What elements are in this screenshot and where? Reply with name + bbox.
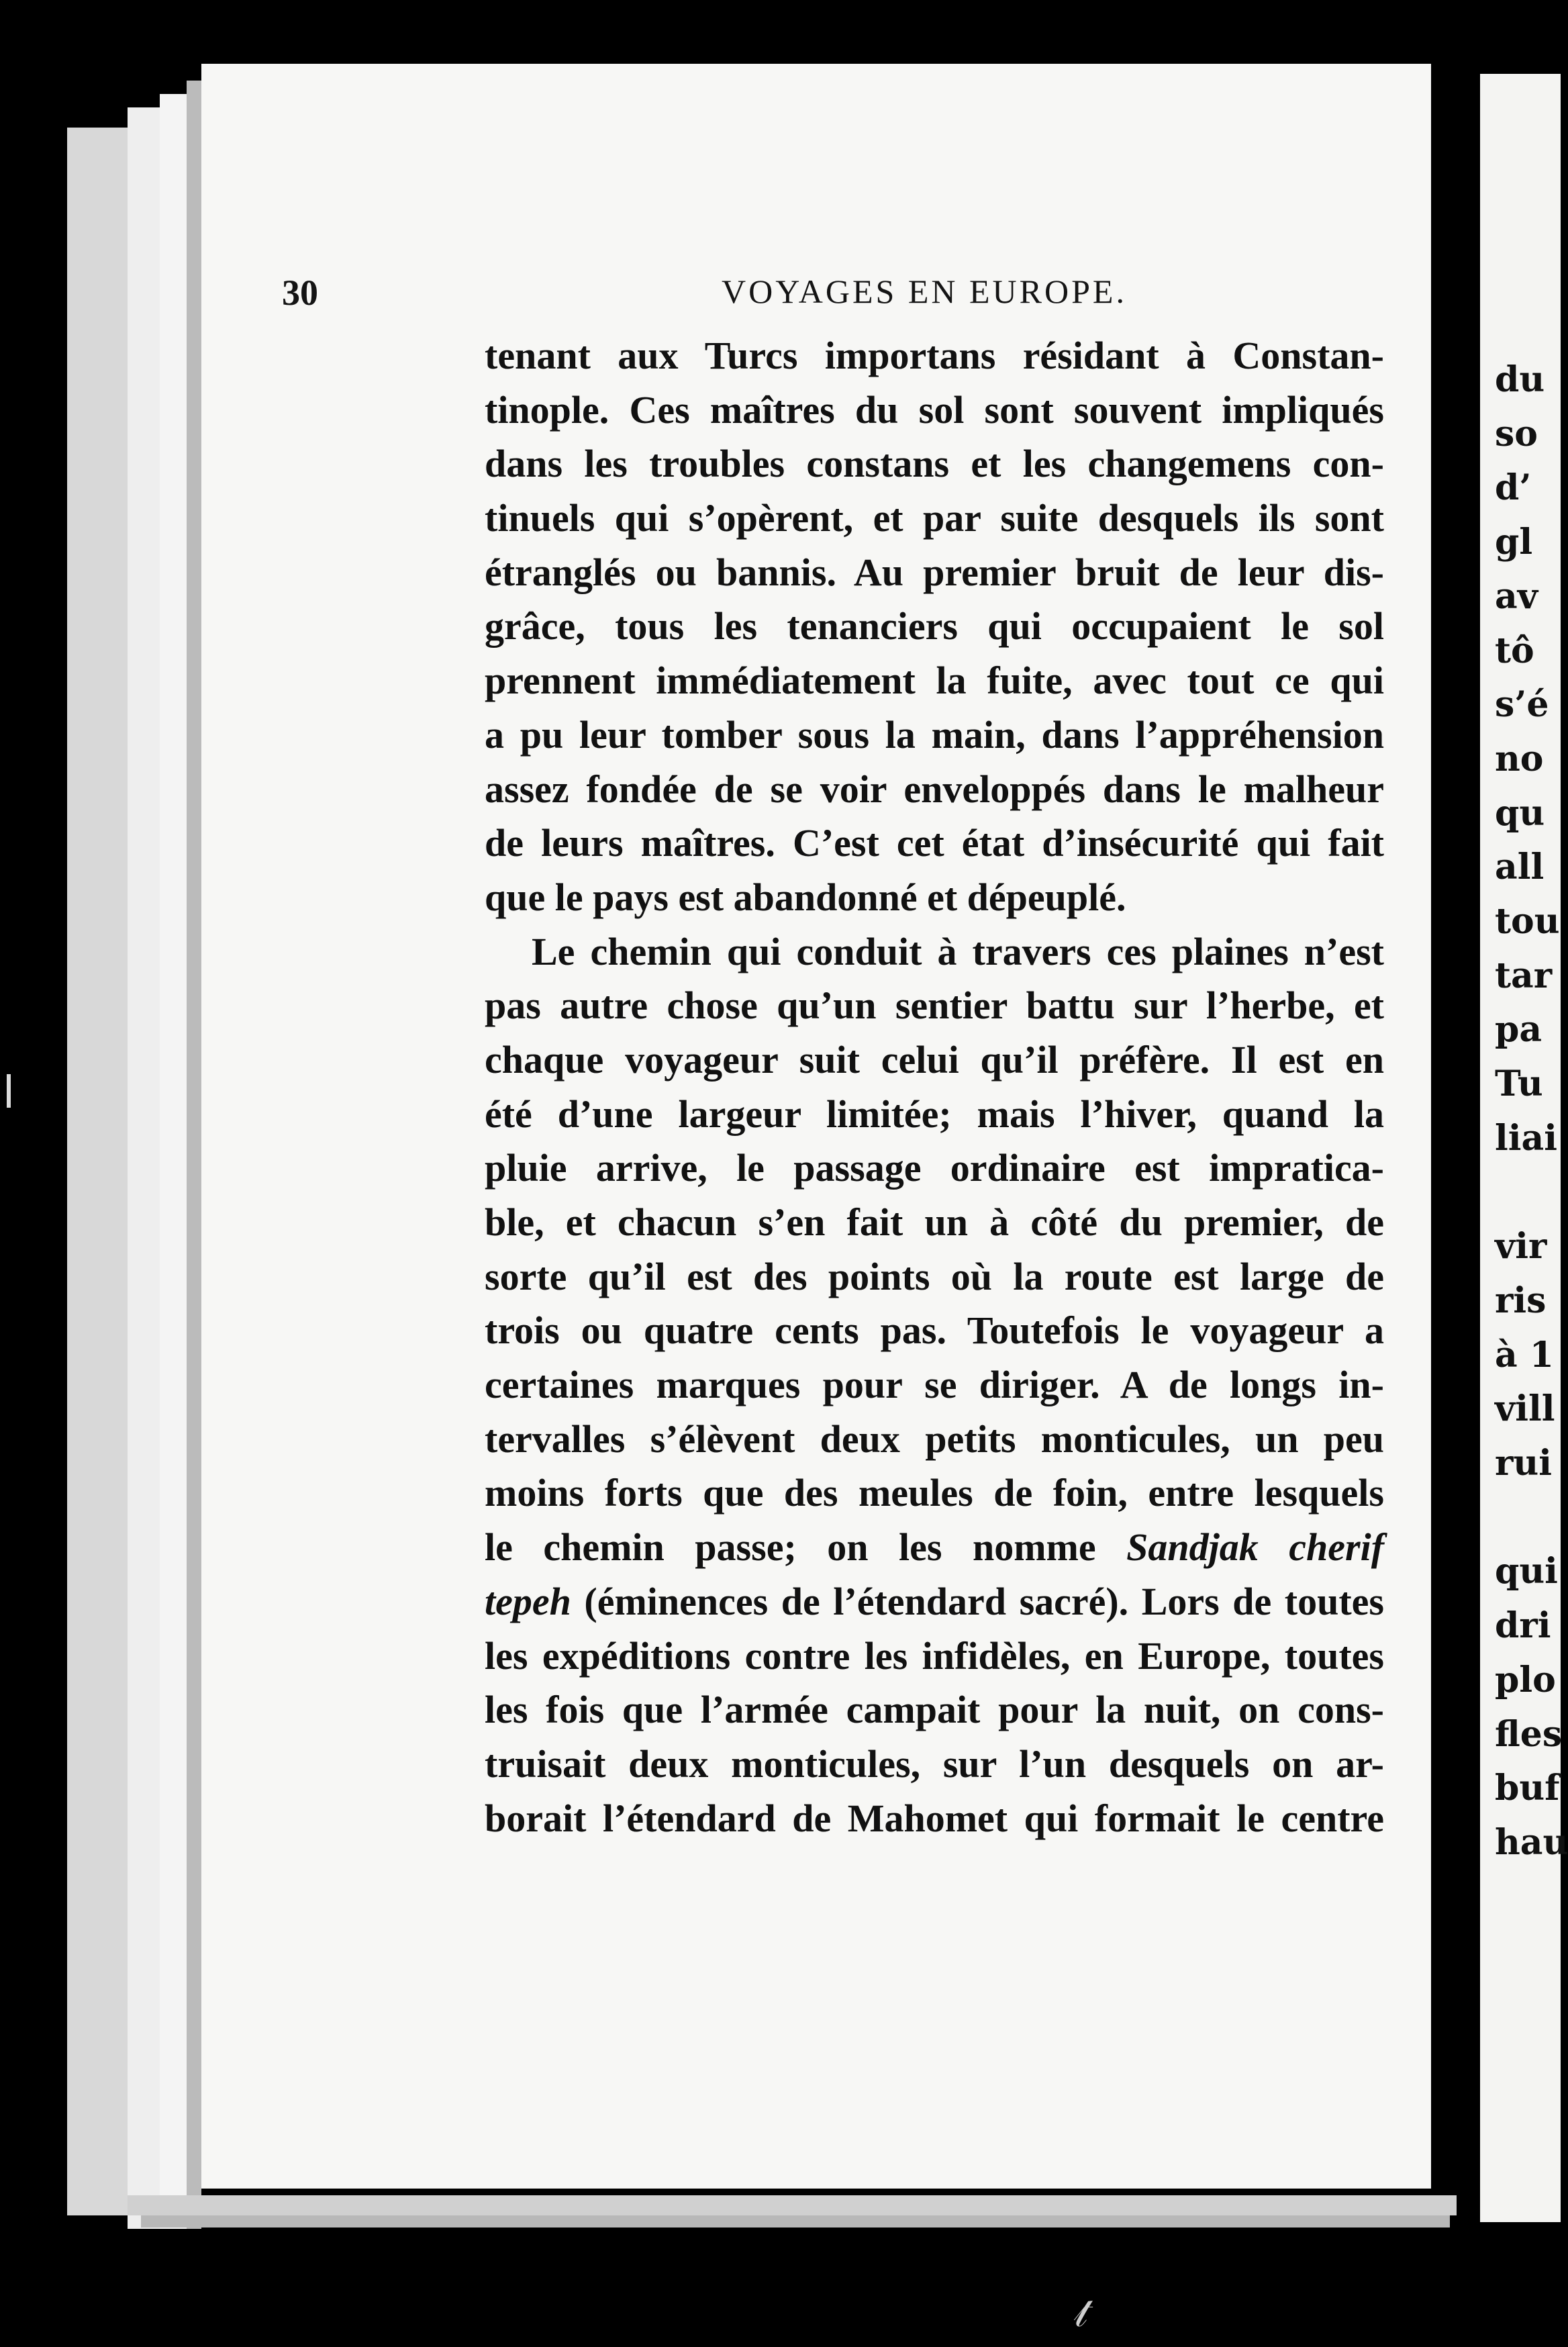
text-run: le chemin passe; on les nomme: [485, 1525, 1127, 1570]
text-line: ble, et chacun s’en fait un à côté du premier, de: [485, 1200, 1384, 1244]
text-line: pas autre chose qu’un sentier battu sur l’herbe, et: [485, 984, 1384, 1028]
page-edge-bottom: [128, 2195, 1457, 2215]
facing-page-fragment: qu: [1495, 792, 1545, 834]
text-line: [485, 1521, 1384, 1575]
text-line: grâce, tous les tenanciers qui occupaient le sol: [485, 604, 1384, 649]
text-line: de leurs maîtres. C’est cet état d’insécurité qui fait: [485, 821, 1384, 865]
running-head: VOYAGES EN EUROPE.: [722, 273, 1127, 310]
text-line: tenant aux Turcs importans résidant à Constan-: [485, 334, 1384, 377]
body-text: [485, 329, 1384, 1846]
page-number: 30: [282, 273, 318, 313]
facing-page-fragment: s’é: [1495, 684, 1549, 726]
italic-term: Sandjak cherif: [1126, 1525, 1385, 1570]
facing-page-fragment: liai: [1495, 1117, 1557, 1159]
facing-page-fragment: vill: [1495, 1388, 1555, 1430]
text-line: [485, 1575, 1384, 1629]
scan-artifact: 𝓉: [1074, 2289, 1088, 2336]
facing-page-fragment: pa: [1495, 1009, 1542, 1051]
facing-page-fragment: av: [1495, 575, 1538, 617]
text-line: tervalles s’élèvent deux petits monticules, un peu: [485, 1417, 1384, 1461]
text-line: borait l’étendard de Mahomet qui formait le centre: [485, 1796, 1384, 1840]
page-header: [282, 272, 1423, 319]
text-line: été d’une largeur limitée; mais l’hiver, quand la: [485, 1092, 1384, 1136]
page-edge: [160, 94, 187, 2229]
facing-page-fragment: tou: [1495, 901, 1560, 942]
facing-page-fragment: plo: [1495, 1659, 1556, 1701]
text-line: dans les troubles constans et les changemens con-: [485, 442, 1384, 486]
facing-page-fragment: hau: [1495, 1821, 1568, 1863]
facing-page-fragment: qui: [1495, 1551, 1558, 1592]
facing-page-fragment: tar: [1495, 955, 1553, 996]
text-line: certaines marques pour se diriger. A de longs in-: [485, 1363, 1384, 1407]
facing-page-fragment: à 1: [1495, 1334, 1554, 1376]
facing-page-fragment: dri: [1495, 1605, 1551, 1647]
facing-page-fragment: d’: [1495, 467, 1532, 509]
text-line: truisait deux monticules, sur l’un desquels on ar-: [485, 1741, 1384, 1786]
text-line: tinople. Ces maîtres du sol sont souvent impliqués: [485, 387, 1384, 432]
facing-page-fragment: tô: [1495, 630, 1534, 671]
text-line: tinuels qui s’opèrent, et par suite desquels ils sont: [485, 496, 1384, 540]
facing-page-fragment: ris: [1495, 1280, 1547, 1321]
text-line: a pu leur tomber sous la main, dans l’appréhension: [485, 712, 1384, 757]
text-line: trois ou quatre cents pas. Toutefois le voyageur a: [485, 1308, 1384, 1353]
page-edge-bottom: [141, 2215, 1450, 2228]
text-line: sorte qu’il est des points où la route est large de: [485, 1254, 1384, 1298]
facing-page-fragment: so: [1495, 413, 1538, 454]
facing-page-fragment: Tu: [1495, 1063, 1543, 1105]
scan-artifact: [7, 1074, 11, 1108]
facing-page-fragment: no: [1495, 738, 1544, 779]
page-edge: [128, 107, 160, 2229]
text-line: chaque voyageur suit celui qu’il préfère. Il est en: [485, 1037, 1384, 1082]
facing-page-fragment: gl: [1495, 522, 1533, 563]
gutter-shadow: [187, 81, 201, 2229]
facing-page-fragment: buf: [1495, 1768, 1560, 1809]
text-line: assez fondée de se voir enveloppés dans le malheur: [485, 767, 1384, 811]
facing-page-fragment: all: [1495, 847, 1545, 888]
italic-term: tepeh: [485, 1579, 571, 1623]
facing-page: [1480, 74, 1568, 2222]
facing-page-fragment: rui: [1495, 1443, 1552, 1484]
facing-page-fragment: fles: [1495, 1713, 1563, 1755]
text-line: étranglés ou bannis. Au premier bruit de leur dis-: [485, 550, 1384, 594]
text-line: pluie arrive, le passage ordinaire est impratica-: [485, 1146, 1384, 1190]
text-line: prennent immédiatement la fuite, avec tout ce qui: [485, 659, 1384, 703]
facing-page-fragment: vir: [1495, 1226, 1547, 1267]
paragraph-start-line: Le chemin qui conduit à travers ces plaines n’est: [532, 929, 1384, 973]
text-line: les expéditions contre les infidèles, en Europe, toutes: [485, 1633, 1384, 1678]
paragraph-end-line: que le pays est abandonné et dépeuplé.: [485, 875, 1126, 919]
page-edge: [67, 128, 128, 2215]
facing-page-fragment: du: [1495, 359, 1545, 400]
text-line: moins forts que des meules de foin, entre lesquels: [485, 1471, 1384, 1515]
text-run: (éminences de l’étendard sacré). Lors de toutes: [571, 1579, 1384, 1623]
text-line: les fois que l’armée campait pour la nuit, on cons-: [485, 1688, 1384, 1732]
